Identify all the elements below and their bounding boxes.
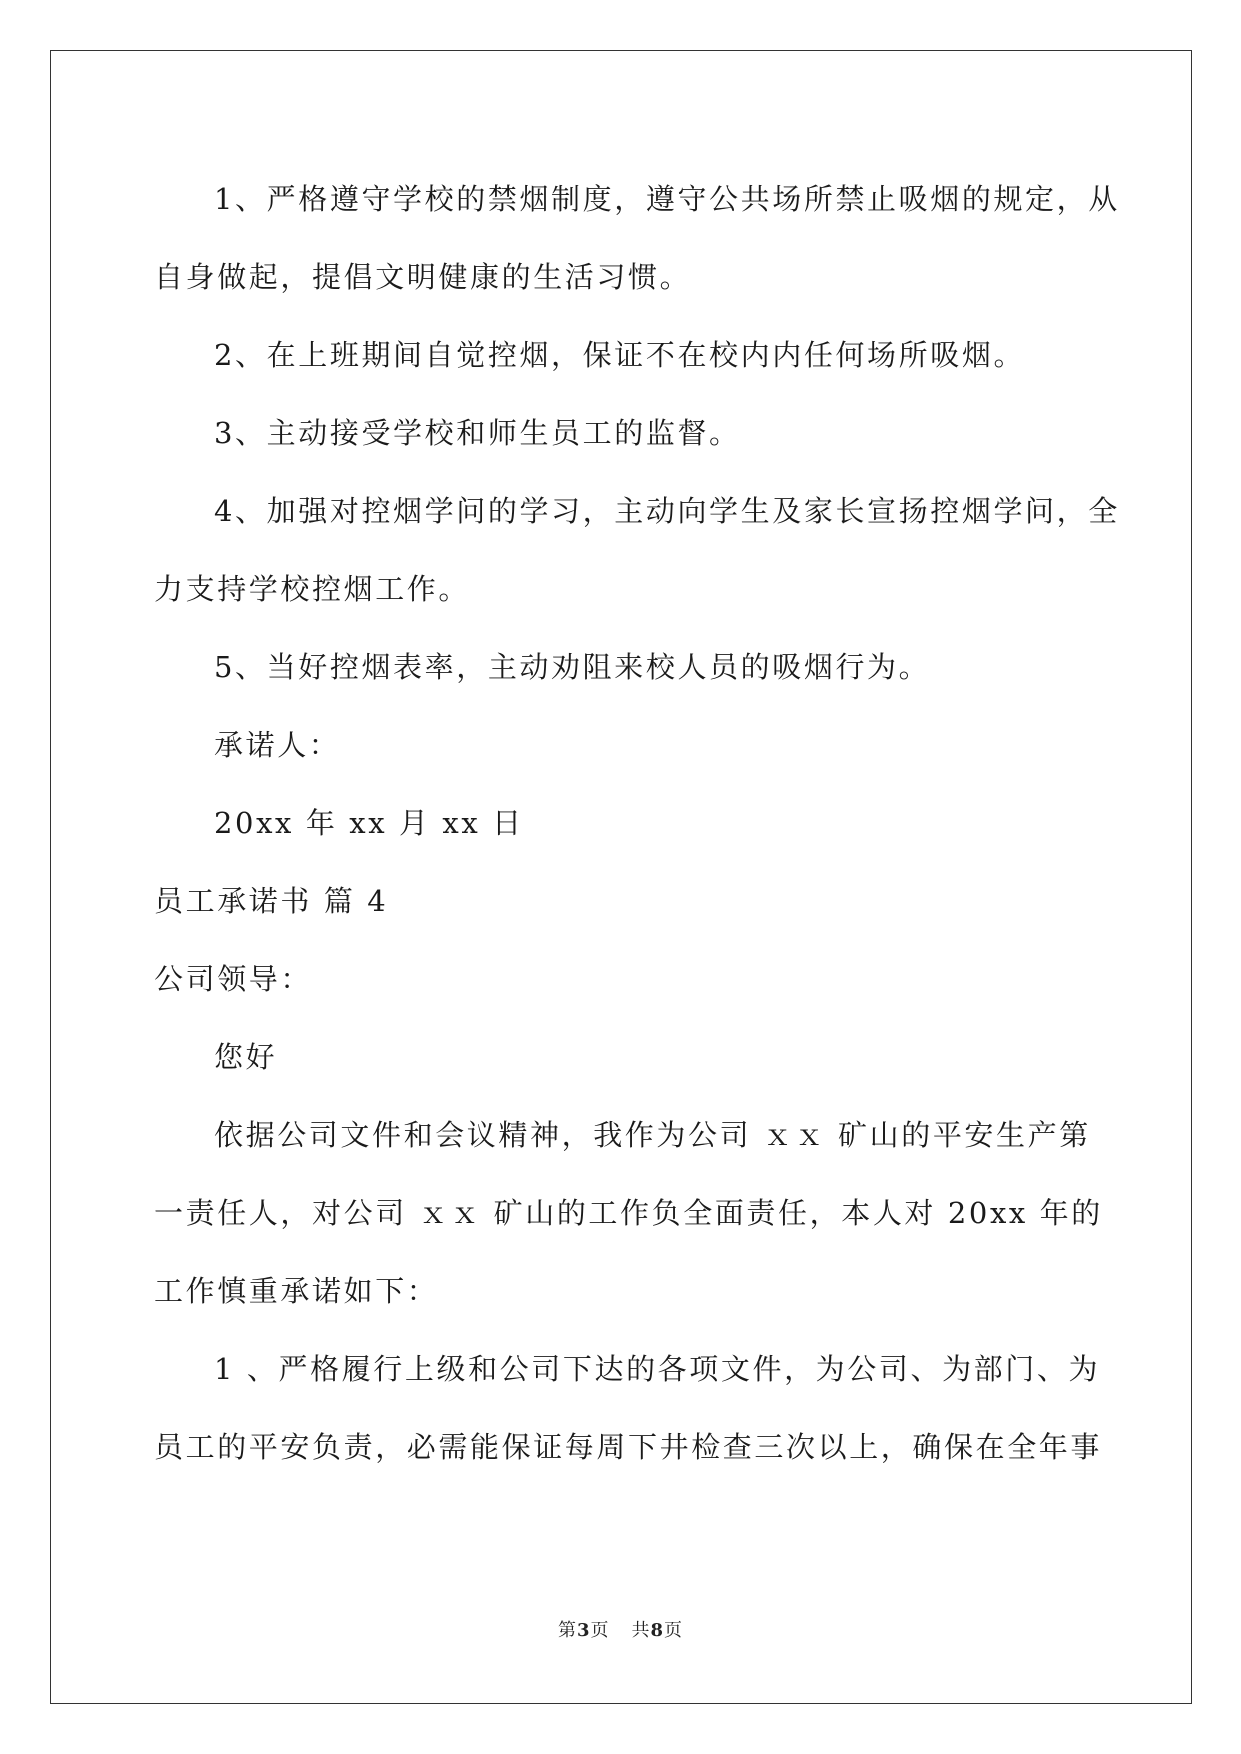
- footer-page-total: 8: [650, 1620, 665, 1641]
- paragraph-line: 4、加强对控烟学问的学习，主动向学生及家长宣扬控烟学问，全: [214, 494, 1120, 528]
- footer-page-prefix: 第: [557, 1620, 577, 1641]
- page-footer: [0, 1616, 1241, 1642]
- paragraph: [154, 862, 1092, 940]
- paragraph-line: 依据公司文件和会议精神，我作为公司 ｘｘ 矿山的平安生产第: [214, 1118, 1091, 1152]
- paragraph-line: 5、当好控烟表率，主动劝阻来校人员的吸烟行为。: [214, 650, 931, 684]
- paragraph-line: 公司领导：: [154, 962, 313, 996]
- paragraph: [154, 1330, 1103, 1486]
- paragraph: [154, 628, 1092, 706]
- paragraph-line: 一责任人，对公司 ｘｘ 矿山的工作负全面责任，本人对 20xx 年的: [154, 1196, 1103, 1230]
- paragraph: [154, 316, 1092, 394]
- footer-total-suffix: 页: [664, 1620, 684, 1641]
- paragraph-line: 20xx 年 xx 月 xx 日: [214, 806, 524, 840]
- paragraph-line: 1、严格遵守学校的禁烟制度，遵守公共场所禁止吸烟的规定，从: [214, 182, 1120, 216]
- paragraph-line: 3、主动接受学校和师生员工的监督。: [214, 416, 741, 450]
- paragraph-line: 您好: [214, 1040, 278, 1074]
- paragraph-line: 自身做起，提倡文明健康的生活习惯。: [154, 260, 692, 294]
- paragraph: [154, 394, 1092, 472]
- document-body: [154, 160, 1120, 1486]
- paragraph-line: 力支持学校控烟工作。: [154, 572, 471, 606]
- footer-total-prefix: 共: [631, 1620, 651, 1641]
- paragraph: [154, 472, 1120, 628]
- paragraph: [154, 940, 1092, 1018]
- paragraph-line: 工作慎重承诺如下：: [154, 1274, 439, 1308]
- paragraph-line: 2、在上班期间自觉控烟，保证不在校内内任何场所吸烟。: [214, 338, 1026, 372]
- paragraph-line: 承诺人：: [214, 728, 341, 762]
- footer-page-mid: 页: [590, 1620, 610, 1641]
- paragraph: [154, 784, 1092, 862]
- paragraph: [154, 1018, 1092, 1096]
- paragraph: [154, 160, 1120, 316]
- paragraph: [154, 706, 1092, 784]
- paragraph-line: 员工的平安负责，必需能保证每周下井检查三次以上，确保在全年事: [154, 1430, 1103, 1464]
- paragraph: [154, 1096, 1103, 1330]
- footer-page-current: 3: [576, 1620, 591, 1641]
- paragraph-line: 1 、严格履行上级和公司下达的各项文件，为公司、为部门、为: [214, 1352, 1101, 1386]
- paragraph-line: 员工承诺书 篇 4: [154, 884, 389, 918]
